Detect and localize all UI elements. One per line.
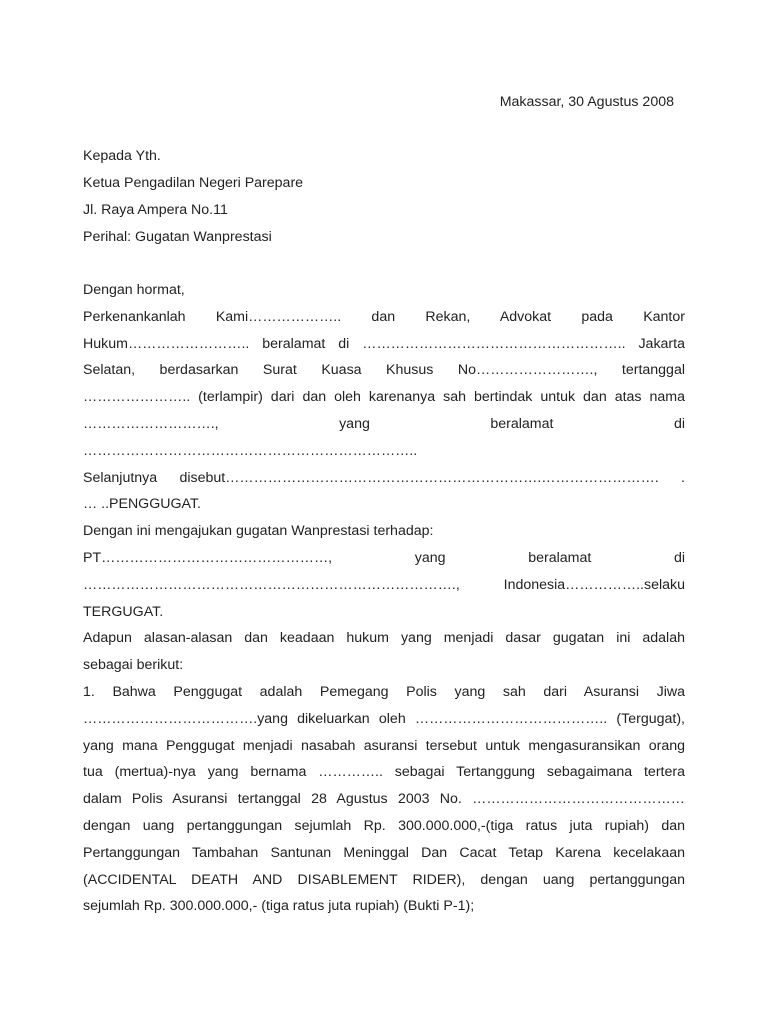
body-line: Dengan hormat, bbox=[83, 282, 185, 298]
body-line: yang mana Penggugat menjadi nasabah asuransi tersebut untuk mengasuransikan orang bbox=[83, 737, 685, 754]
body-line: Pertanggungan Tambahan Santunan Meninggal Dan Cacat Tetap Karena kecelakaan bbox=[83, 844, 685, 861]
body-line: Dengan ini mengajukan gugatan Wanprestasi terhadap: bbox=[83, 523, 434, 540]
body-line: Perkenankanlah Kami……………….. dan Rekan, Advokat pada Kantor bbox=[83, 308, 685, 325]
body-line: … ..PENGGUGAT. bbox=[83, 496, 201, 513]
letter-body bbox=[83, 280, 685, 923]
body-line: 1. Bahwa Penggugat adalah Pemegang Polis yang sah dari Asuransi Jiwa bbox=[83, 683, 685, 700]
body-line: ………………………., yang beralamat di bbox=[83, 415, 685, 432]
address-line: Ketua Pengadilan Negeri Parepare bbox=[83, 175, 304, 191]
address-line: Jl. Raya Ampera No.11 bbox=[83, 202, 228, 218]
body-line: ……………………………………………………………………., Indonesia……………..selaku bbox=[83, 576, 685, 593]
recipient-address bbox=[83, 146, 685, 254]
body-line: …………………………………………………………….. bbox=[83, 442, 418, 459]
body-line: sebagai berikut: bbox=[83, 657, 184, 674]
body-line: dengan uang pertanggungan sejumlah Rp. 300.000.000,-(tiga ratus juta rupiah) dan bbox=[83, 817, 685, 834]
body-line: tua (mertua)-nya yang bernama ………….. sebagai Tertanggung sebagaimana tertera bbox=[83, 764, 685, 781]
letter-date: Makassar, 30 Agustus 2008 bbox=[499, 94, 674, 110]
body-line: (ACCIDENTAL DEATH AND DISABLEMENT RIDER), dengan uang pertanggungan bbox=[83, 871, 685, 888]
body-line: PT…………………………………………, yang beralamat di bbox=[83, 549, 685, 566]
subject-line: Perihal: Gugatan Wanprestasi bbox=[83, 229, 272, 245]
body-line: Adapun alasan-alasan dan keadaan hukum yang menjadi dasar gugatan ini adalah bbox=[83, 630, 685, 647]
body-line: ………………….. (terlampir) dari dan oleh karenanya sah bertindak untuk dan atas nama bbox=[83, 389, 685, 406]
body-line: TERGUGAT. bbox=[83, 603, 164, 620]
body-line: Hukum…………………….. beralamat di ……………………………………………….. Jakarta bbox=[83, 335, 685, 352]
address-line: Kepada Yth. bbox=[83, 148, 161, 164]
body-line: dalam Polis Asuransi tertanggal 28 Agustus 2003 No. ……………………………………… bbox=[83, 791, 685, 808]
body-line: sejumlah Rp. 300.000.000,- (tiga ratus juta rupiah) (Bukti P-1); bbox=[83, 898, 475, 915]
body-line: ……………………………….yang dikeluarkan oleh ………………………………….. (Tergugat), bbox=[83, 710, 685, 727]
body-line: Selatan, berdasarkan Surat Kuasa Khusus No……………………., tertanggal bbox=[83, 362, 685, 379]
body-line: Selanjutnya disebut………………………………………………………….……………………. . bbox=[83, 469, 685, 486]
